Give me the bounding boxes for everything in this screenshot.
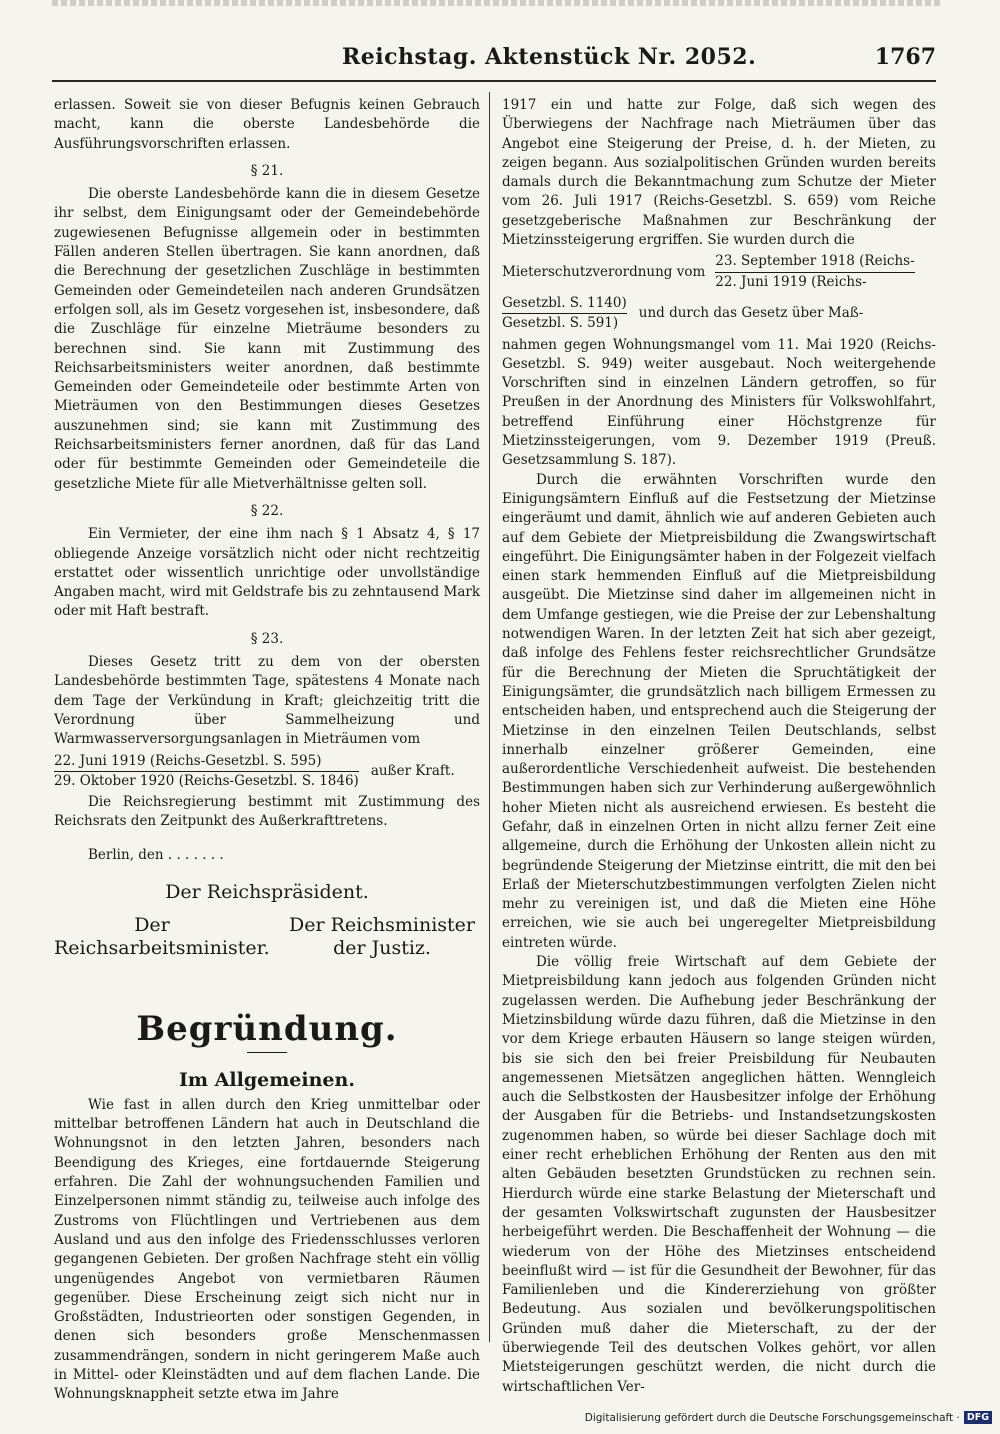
paragraph-allgemein: Wie fast in allen durch den Krieg unmittelbar oder mittelbar betroffenen Ländern hat auch in Deutschland die Wohnungsnot in den letzten Jahren, besonders nach Beendigung des Krieges, eine fortdauernde Steigerung erfahren. Die Zahl der wohnungsuchenden Familien und Einzelpersonen nimmt ständig zu, teilweise auch infolge des Zustroms von Flüchtlingen und Vertriebenen aus dem Ausland und aus den infolge des Friedensschlusses verloren gegangenen Gebieten. Der großen Nachfrage steht ein völlig ungenügendes Angebot von vermietbaren Räumen gegenüber. Diese Erscheinung zeigt sich nicht nur in Großstädten, Industrieorten oder sonstigen Gegenden, in denen sich besonders große Menschenmassen zusammendrängen, sondern in nicht geringerem Maße auch in Mittel- oder Kleinstädten und auf dem flachen Lande. Die Wohnungsknappheit setzte etwa im Jahre xyxy=(54,1096,480,1403)
title-rule xyxy=(247,1052,287,1053)
digitization-footer xyxy=(585,1411,992,1424)
dfg-logo-icon: DFG xyxy=(964,1411,992,1424)
signature-justice-minister: Der Reichsminister der Justiz. xyxy=(289,914,476,960)
footer-text: Digitalisierung gefördert durch die Deutsche Forschungsgemeinschaft · xyxy=(584,1411,960,1424)
top-border xyxy=(52,0,942,6)
fraction-top: 23. September 1918 (Reichs- xyxy=(715,252,914,272)
date-fraction xyxy=(54,752,480,792)
right-column xyxy=(502,96,936,1395)
paragraph: Die völlig freie Wirtschaft auf dem Gebiete der Mietpreisbildung kann jedoch aus folgenden Gründen nicht zugelassen werden. Die Aufhebung jeder Beschränkung der Mietzinsbildung würde dazu führen, daß die Mietzinse in den vor dem Kriege erbauten Häusern so lange steigen würden, bis sie sich den bei freier Preisbildung für Neubauten angemessenen Mietsätzen angeglichen hätten. Wenngleich auch die Selbstkosten der Hausbesitzer infolge der Erhöhung der Ausgaben für die Betriebs- und Instandsetzungskosten zugenommen haben, so würde bei dieser Sachlage doch mit einer recht erheblichen Erhöhung der Renten aus den mit alten Gebäuden besetzten Grundstücken zu rechnen sein. Hierdurch würde eine starke Belastung der Mieterschaft und der gesamten Volkswirtschaft zugunsten der Hausbesitzer herbeigeführt werden. Die Beschaffenheit der Wohnung — die wiederum von der Höhe des Mietzinses entscheidend beeinflußt wird — ist für die Gesundheit der Bewohner, für das Familienleben und die Kindererziehung von größter Bedeutung. Aus sozialen und bevölkerungspolitischen Gründen muß daher die Mieterschaft, zu der der überwiegende Teil des deutschen Volkes gehört, vor allen Mietsteigerungen geschützt werden, die nicht durch die wirtschaftlichen Ver- xyxy=(502,954,936,1395)
page-header xyxy=(52,44,936,78)
paragraph: erlassen. Soweit sie von dieser Befugnis keinen Gebrauch macht, kann die oberste Landesbehörde die Ausführungsvorschriften erlassen. xyxy=(54,97,480,152)
fraction-top: 22. Juni 1919 (Reichs-Gesetzbl. S. 595) xyxy=(54,752,359,772)
fraction-stack xyxy=(502,294,627,334)
fraction-after: und durch das Gesetz über Maß- xyxy=(638,305,864,322)
subheading-allgemein: Im Allgemeinen. xyxy=(179,1068,355,1091)
paragraph-23: Dieses Gesetz tritt zu dem von der obersten Landesbehörde bestimmten Tage, spätestens 4 Monate nach dem Tage der Verkündung in Kraft; gleichzeitig tritt die Verordnung über Sammelheizung und Warmwasserversorgungsanlagen in Mieträumen vom xyxy=(54,654,480,748)
date-fraction-2 xyxy=(502,294,936,334)
paragraph: Durch die erwähnten Vorschriften wurde den Einigungsämtern Einfluß auf die Festsetzung der Mietzinse eingeräumt und damit, ähnlich wie auf anderen Gebieten auch auf dem Gebiete der Mietpreisbildung die Zwangswirtschaft eingeführt. Die Einigungsämter haben in der Folgezeit vielfach einen stark hemmenden Einfluß auf die Mietpreisbildung ausgeübt. Die Mietzinse sind daher im allgemeinen nicht in dem Umfange gestiegen, wie die Preise der zur Lebenshaltung notwendigen Waren. In der letzten Zeit hat sich aber gezeigt, daß infolge des Fehlens fester reichsrechtlicher Grundsätze für die Berechnung der Mieten die Spruchtätigkeit der Einigungsämter, die grundsätzlich nach billigem Ermessen zu entscheiden haben, und entsprechend auch die Steigerung der Mietzinse in den einzelnen Teilen Deutschlands, selbst innerhalb einzelner größerer Gemeinden, eine außerordentliche Verschiedenheit aufweist. Die bestehenden Bestimmungen haben sich zur Verhinderung außergewöhnlich hoher Mieten nicht als ausreichend erwiesen. Es besteht die Gefahr, daß in einzelnen Orten in nicht allzu ferner Zeit eine allgemeine, durch die Erhöhung der Unkosten allein nicht zu begründende Steigerung der Mietzinse eintritt, die mit den bei Erlaß der Mieterschutzbestimmungen verfolgten Zielen nicht mehr zu vereinigen ist, und daß die Mieten eine Höhe erreichen, wie sie auch bei ungeregelter Mietpreisbildung eintreten würde. xyxy=(502,471,936,951)
section-heading-22: § 22. xyxy=(250,502,284,519)
fraction-stack xyxy=(54,752,359,792)
left-column xyxy=(54,96,480,1403)
section-title-begruendung: Begründung. xyxy=(136,1009,398,1050)
section-heading-23: § 23. xyxy=(250,630,284,647)
fraction-after: außer Kraft. xyxy=(370,762,455,779)
fraction-bottom: 29. Oktober 1920 (Reichs-Gesetzbl. S. 1846) xyxy=(54,772,359,789)
paragraph: nahmen gegen Wohnungsmangel vom 11. Mai 1920 (Reichs-Gesetzbl. S. 949) weiter ausgebaut. Noch weitergehende Vorschriften sind in einzelnen Ländern getroffen, so für Preußen in der Anordnung des Ministers für Volkswohlfahrt, betreffend Einführung einer Höchstgrenze für Mietzinssteigerungen, vom 9. Dezember 1919 (Preuß. Gesetzsammlung S. 187). xyxy=(502,336,936,469)
fraction-bottom: 22. Juni 1919 (Reichs- xyxy=(715,273,867,290)
date-fraction-1 xyxy=(502,252,936,292)
fraction-stack xyxy=(715,252,914,292)
signature-labour-minister: Der Reichsarbeitsminister. xyxy=(54,914,270,960)
page-number: 1767 xyxy=(874,44,936,70)
fraction-top: Gesetzbl. S. 1140) xyxy=(502,294,627,314)
section-heading-21: § 21. xyxy=(250,162,284,179)
fraction-bottom: Gesetzbl. S. 591) xyxy=(502,315,619,332)
paragraph-22: Ein Vermieter, der eine ihm nach § 1 Absatz 4, § 17 obliegende Anzeige vorsätzlich nicht oder nicht rechtzeitig erstattet oder wissentlich unrichtige oder unvollständige Angaben macht, wird mit Geldstrafe bis zu zehntausend Mark oder mit Haft bestraft. xyxy=(54,526,480,620)
fraction-before: Mieterschutzverordnung vom xyxy=(502,263,706,280)
dateline: Berlin, den . . . . . . . xyxy=(88,846,224,863)
signature-president: Der Reichspräsident. xyxy=(165,880,369,903)
paragraph-21: Die oberste Landesbehörde kann die in diesem Gesetze ihr selbst, dem Einigungsamt oder der Gemeindebehörde zugewiesenen Befugnisse allgemein oder in bestimmten Fällen anderen Stellen übertragen. Sie kann anordnen, daß die Berechnung der gesetzlichen Zuschläge in bestimmten Gemeinden oder Gemeindeteilen nach anderen Grundsätzen erfolgen soll, als im Gesetz vorgesehen ist, insbesondere, daß die Zuschläge für einzelne Mieträume besonders zu berechnen sind. Sie kann mit Zustimmung des Reichsarbeitsministers weiter anordnen, daß bestimmte Gemeinden oder Gemeindeteile oder bestimmte Arten von Mieträumen von den Bestimmungen dieses Gesetzes auszunehmen sind; sie kann mit Zustimmung des Reichsarbeitsministers ferner anordnen, daß für das Land oder für bestimmte Gemeinden oder Gemeindeteile die gesetzliche Miete für alle Mietverhältnisse gelten soll. xyxy=(54,186,480,492)
signature-row xyxy=(54,914,480,960)
paragraph-23b: Die Reichsregierung bestimmt mit Zustimmung des Reichsrats den Zeitpunkt des Außerkrafttretens. xyxy=(54,794,480,830)
running-title: Reichstag. Aktenstück Nr. 2052. xyxy=(342,44,757,70)
paragraph: 1917 ein und hatte zur Folge, daß sich wegen des Überwiegens der Nachfrage nach Mieträumen über das Angebot eine Steigerung der Preise, d. h. der Mieten, zu zeigen begann. Aus sozialpolitischen Gründen wurden bereits damals durch die Bekanntmachung zum Schutze der Mieter vom 26. Juli 1917 (Reichs-Gesetzbl. S. 659) vom Reiche gesetzgeberische Maßnahmen zur Beschränkung der Mietzinssteigerung ergriffen. Sie wurden durch die xyxy=(502,97,936,249)
header-rule xyxy=(52,80,936,82)
column-divider xyxy=(489,92,490,1342)
